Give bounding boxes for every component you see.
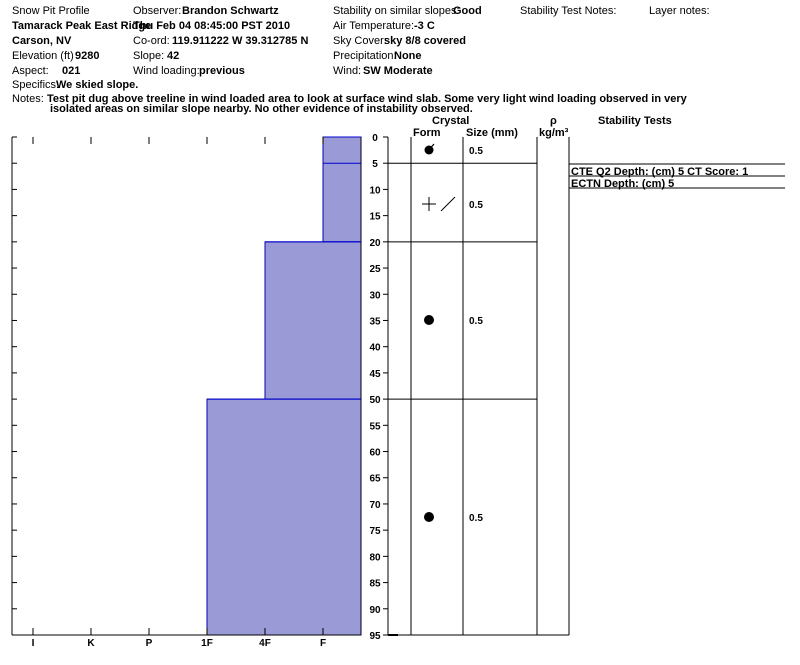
observer-label: Observer: xyxy=(133,5,182,17)
crystal-size-label: 0.5 xyxy=(469,316,483,327)
wind-loading-value: previous xyxy=(199,65,245,77)
crystal-header: Crystal xyxy=(432,115,470,127)
rho-header: ρ xyxy=(550,115,557,127)
depth-tick-label: 65 xyxy=(369,473,381,485)
notes-line-1: Test pit dug above treeline in wind loaded area to look at surface wind slab. Some very light wind loading observed in very xyxy=(47,93,687,105)
coord-label: Co-ord: xyxy=(133,35,170,47)
location-value: Tamarack Peak East Ridge xyxy=(12,20,152,32)
stability-label: Stability on similar slopes: xyxy=(333,5,460,17)
stability-value: Good xyxy=(453,5,482,17)
density-unit-header: kg/m³ xyxy=(539,127,569,139)
depth-tick-label: 50 xyxy=(369,395,381,407)
depth-tick-label: 40 xyxy=(369,342,381,354)
depth-tick-label: 75 xyxy=(369,526,381,538)
region-value: Carson, NV xyxy=(12,35,72,47)
depth-tick-label: 15 xyxy=(369,211,381,223)
depth-tick-label: 85 xyxy=(369,578,381,590)
hardness-tick-label: P xyxy=(145,638,153,649)
depth-tick-label: 70 xyxy=(369,499,381,511)
wind-value: SW Moderate xyxy=(363,65,433,77)
notes-line-2: isolated areas on similar slope nearby. No other evidence of instability observed. xyxy=(50,103,473,115)
elevation-value: 9280 xyxy=(75,50,100,62)
depth-tick-label: 95 xyxy=(369,631,381,642)
hardness-bar xyxy=(207,399,361,635)
aspect-label: Aspect: xyxy=(12,65,49,77)
sky-cover-label: Sky Cover: xyxy=(333,35,387,47)
datetime-value: Thu Feb 04 08:45:00 PST 2010 xyxy=(133,20,291,32)
aspect-value: 021 xyxy=(62,65,81,77)
depth-tick-label: 55 xyxy=(369,421,381,433)
observer-value: Brandon Schwartz xyxy=(182,5,279,17)
wind-label: Wind: xyxy=(333,65,362,77)
notes-label: Notes: xyxy=(12,93,44,105)
air-temp-value: -3 C xyxy=(414,20,435,32)
stability-test-result: CTE Q2 Depth: (cm) 5 CT Score: 1 xyxy=(571,166,749,178)
profile-title: Snow Pit Profile xyxy=(12,5,90,17)
specifics-label: Specifics: xyxy=(12,79,60,91)
stability-test-result: ECTN Depth: (cm) 5 xyxy=(571,178,675,190)
crystal-size-label: 0.5 xyxy=(469,200,483,211)
depth-tick-label: 60 xyxy=(369,447,381,459)
crystal-rounds-icon xyxy=(424,315,434,325)
depth-tick-label: 0 xyxy=(372,133,378,144)
crystal-decomposing-icon xyxy=(441,197,455,211)
elevation-label: Elevation (ft) xyxy=(12,50,74,62)
crystal-rounds-icon xyxy=(424,512,434,522)
depth-tick-label: 5 xyxy=(372,159,378,171)
depth-tick-label: 30 xyxy=(369,290,381,302)
precipitation-value: None xyxy=(394,50,422,62)
sky-cover-value: sky 8/8 covered xyxy=(384,35,466,47)
layer-notes-label: Layer notes: xyxy=(649,5,710,17)
depth-tick-label: 10 xyxy=(369,185,381,197)
crystal-size-label: 0.5 xyxy=(469,146,483,157)
stability-tests-header: Stability Tests xyxy=(598,115,672,127)
hardness-tick-label: I xyxy=(31,638,35,649)
depth-tick-label: 80 xyxy=(369,552,381,564)
air-temp-label: Air Temperature: xyxy=(333,20,415,32)
depth-tick-label: 25 xyxy=(369,264,381,276)
hardness-tick-label: 1F xyxy=(201,638,213,649)
specifics-value: We skied slope. xyxy=(56,79,139,91)
hardness-bar xyxy=(265,242,361,399)
depth-tick-label: 20 xyxy=(369,237,381,249)
precipitation-label: Precipitation: xyxy=(333,50,397,62)
form-header: Form xyxy=(413,127,441,139)
crystal-size-label: 0.5 xyxy=(469,513,483,524)
slope-value: 42 xyxy=(167,50,180,62)
slope-label: Slope: xyxy=(133,50,165,62)
coord-value: 119.911222 W 39.312785 N xyxy=(172,35,309,47)
stability-notes-label: Stability Test Notes: xyxy=(520,5,617,17)
depth-tick-label: 45 xyxy=(369,368,381,380)
hardness-tick-label: 4F xyxy=(259,638,271,649)
hardness-tick-label: K xyxy=(87,638,95,649)
depth-tick-label: 90 xyxy=(369,604,381,616)
hardness-bar xyxy=(323,137,361,242)
hardness-tick-label: F xyxy=(319,638,327,649)
size-header: Size (mm) xyxy=(466,127,518,139)
wind-loading-label: Wind loading: xyxy=(133,65,200,77)
depth-tick-label: 35 xyxy=(369,316,381,328)
